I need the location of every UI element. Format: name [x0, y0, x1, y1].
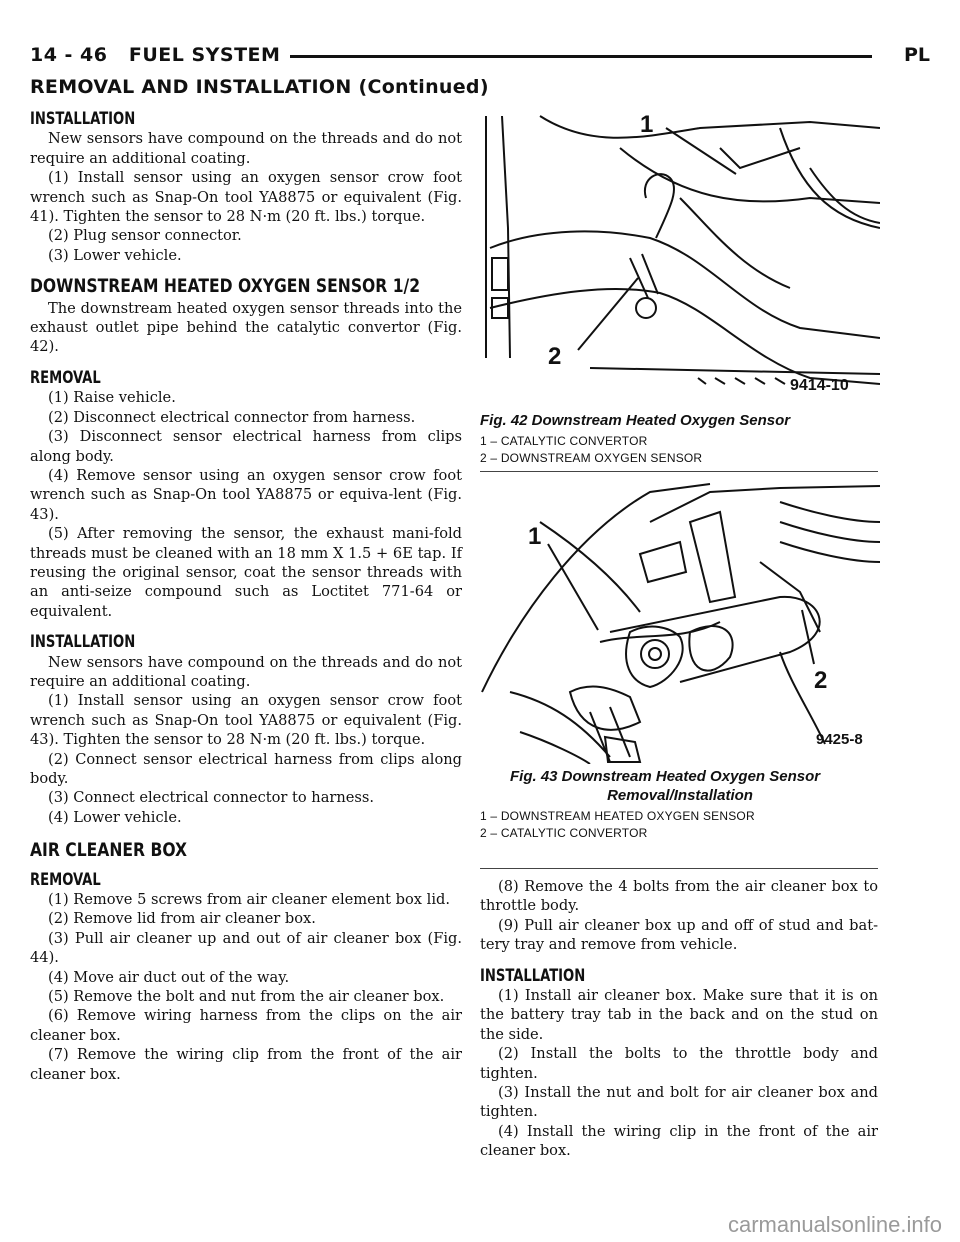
header-rule — [290, 55, 872, 58]
fig43-callout-1: 1 — [528, 523, 542, 550]
fig42-callout-2: 2 — [548, 343, 562, 370]
paragraph: (3) Install the nut and bolt for air cleaner box and tighten. — [480, 1084, 878, 1121]
paragraph: (9) Pull air cleaner box up and off of stud and bat-tery tray and remove from vehicle. — [480, 916, 878, 954]
fig42-callout-1: 1 — [640, 111, 654, 138]
page-header — [30, 44, 930, 76]
installation-heading-2: INSTALLATION — [30, 632, 136, 653]
paragraph: New sensors have compound on the threads and do not require an additional coating. — [30, 130, 462, 167]
paragraph: (5) Remove the bolt and nut from the air cleaner box. — [48, 988, 445, 1006]
downstream-sensor-heading: DOWNSTREAM HEATED OXYGEN SENSOR 1/2 — [30, 275, 421, 298]
paragraph: (2) Plug sensor connector. — [48, 227, 242, 245]
fig42-code: 9414-10 — [790, 377, 849, 394]
left-column — [30, 110, 462, 1084]
fig43-title: Fig. 43 Downstream Heated Oxygen Sensor — [510, 768, 821, 785]
paragraph: The downstream heated oxygen sensor threads into the exhaust outlet pipe behind the catalytic convertor (Fig. 42). — [30, 299, 462, 356]
fig42-title: Fig. 42 Downstream Heated Oxygen Sensor — [480, 412, 791, 429]
fig43-caption — [480, 767, 880, 842]
paragraph: (2) Remove lid from air cleaner box. — [48, 910, 316, 928]
removal-heading: REMOVAL — [30, 367, 101, 388]
leader-line-1 — [666, 128, 736, 174]
paragraph: (4) Install the wiring clip in the front of the air cleaner box. — [480, 1122, 878, 1160]
paragraph: (3) Pull air cleaner up and out of air cleaner box (Fig. 44). — [30, 929, 462, 967]
right-column — [480, 877, 878, 1161]
page-label: 14 - 46 FUEL SYSTEM — [30, 44, 281, 66]
section-subtitle: REMOVAL AND INSTALLATION (Continued) — [30, 76, 489, 98]
fig42-caption — [480, 411, 880, 467]
paragraph: (6) Remove wiring harness from the clips on the air cleaner box. — [30, 1007, 462, 1044]
fig42-item-1: 1 – CATALYTIC CONVERTOR — [480, 434, 648, 448]
watermark: carmanualsonline.info — [727, 1212, 942, 1237]
fig43-item-2: 2 – CATALYTIC CONVERTOR — [480, 826, 648, 840]
air-installation-heading: INSTALLATION — [480, 965, 586, 986]
paragraph: (2) Connect sensor electrical harness from clips along body. — [30, 750, 462, 787]
exhaust-sensor-drawing — [480, 108, 880, 404]
fig43-code: 9425-8 — [816, 731, 863, 748]
installation-heading-1: INSTALLATION — [30, 109, 136, 129]
fig42-illustration — [480, 108, 880, 404]
sensor-wrench-drawing — [480, 482, 880, 764]
paragraph: (1) Remove 5 screws from air cleaner element box lid. — [48, 891, 450, 909]
fig43-item-1: 1 – DOWNSTREAM HEATED OXYGEN SENSOR — [480, 809, 755, 823]
paragraph: New sensors have compound on the threads and do not require an additional coating. — [30, 653, 462, 690]
paragraph: (3) Connect electrical connector to harness. — [48, 789, 375, 807]
section-code: PL — [903, 44, 930, 66]
paragraph: (4) Lower vehicle. — [48, 808, 182, 826]
paragraph: (1) Install air cleaner box. Make sure that it is on the battery tray tab in the back and on the stud on the side. — [480, 987, 878, 1043]
fig43-callout-2: 2 — [814, 667, 828, 694]
paragraph: (5) After removing the sensor, the exhaust mani-fold threads must be cleaned with an 18 mm X 1.5 + 6E tap. If reusing the original sensor, coat the sensor threads with an anti-seize compound such as Loctitet 771-64 or equivalent. — [30, 525, 462, 620]
fig43-divider — [480, 868, 878, 869]
leader-line-1 — [548, 544, 598, 630]
paragraph: (1) Install sensor using an oxygen sensor crow foot wrench such as Snap-On tool YA8875 or equivalent (Fig. 41). Tighten the sensor to 28 N·m (20 ft. lbs.) torque. — [30, 169, 462, 226]
paragraph: (2) Install the bolts to the throttle body and tighten. — [480, 1045, 878, 1082]
paragraph: (1) Install sensor using an oxygen sensor crow foot wrench such as Snap-On tool YA8875 or equivalent (Fig. 43). Tighten the sensor to 28 N·m (20 ft. lbs.) torque. — [30, 692, 462, 749]
paragraph: (7) Remove the wiring clip from the front of the air cleaner box. — [30, 1046, 462, 1083]
paragraph: (1) Raise vehicle. — [48, 389, 176, 407]
fig43-illustration — [480, 482, 880, 764]
paragraph: (4) Move air duct out of the way. — [48, 968, 290, 986]
fig42-item-2: 2 – DOWNSTREAM OXYGEN SENSOR — [480, 451, 703, 465]
paragraph: (2) Disconnect electrical connector from harness. — [48, 408, 416, 426]
air-removal-heading: REMOVAL — [30, 869, 101, 890]
fig43-title-2: Removal/Installation — [607, 787, 753, 804]
fig42-divider — [480, 471, 878, 472]
paragraph: (8) Remove the 4 bolts from the air cleaner box to throttle body. — [480, 878, 878, 915]
air-cleaner-heading: AIR CLEANER BOX — [30, 839, 188, 862]
paragraph: (3) Lower vehicle. — [48, 246, 182, 264]
paragraph: (3) Disconnect sensor electrical harness from clips along body. — [30, 428, 462, 465]
paragraph: (4) Remove sensor using an oxygen sensor crow foot wrench such as Snap-On tool YA8875 or equiva-lent (Fig. 43). — [30, 466, 462, 523]
